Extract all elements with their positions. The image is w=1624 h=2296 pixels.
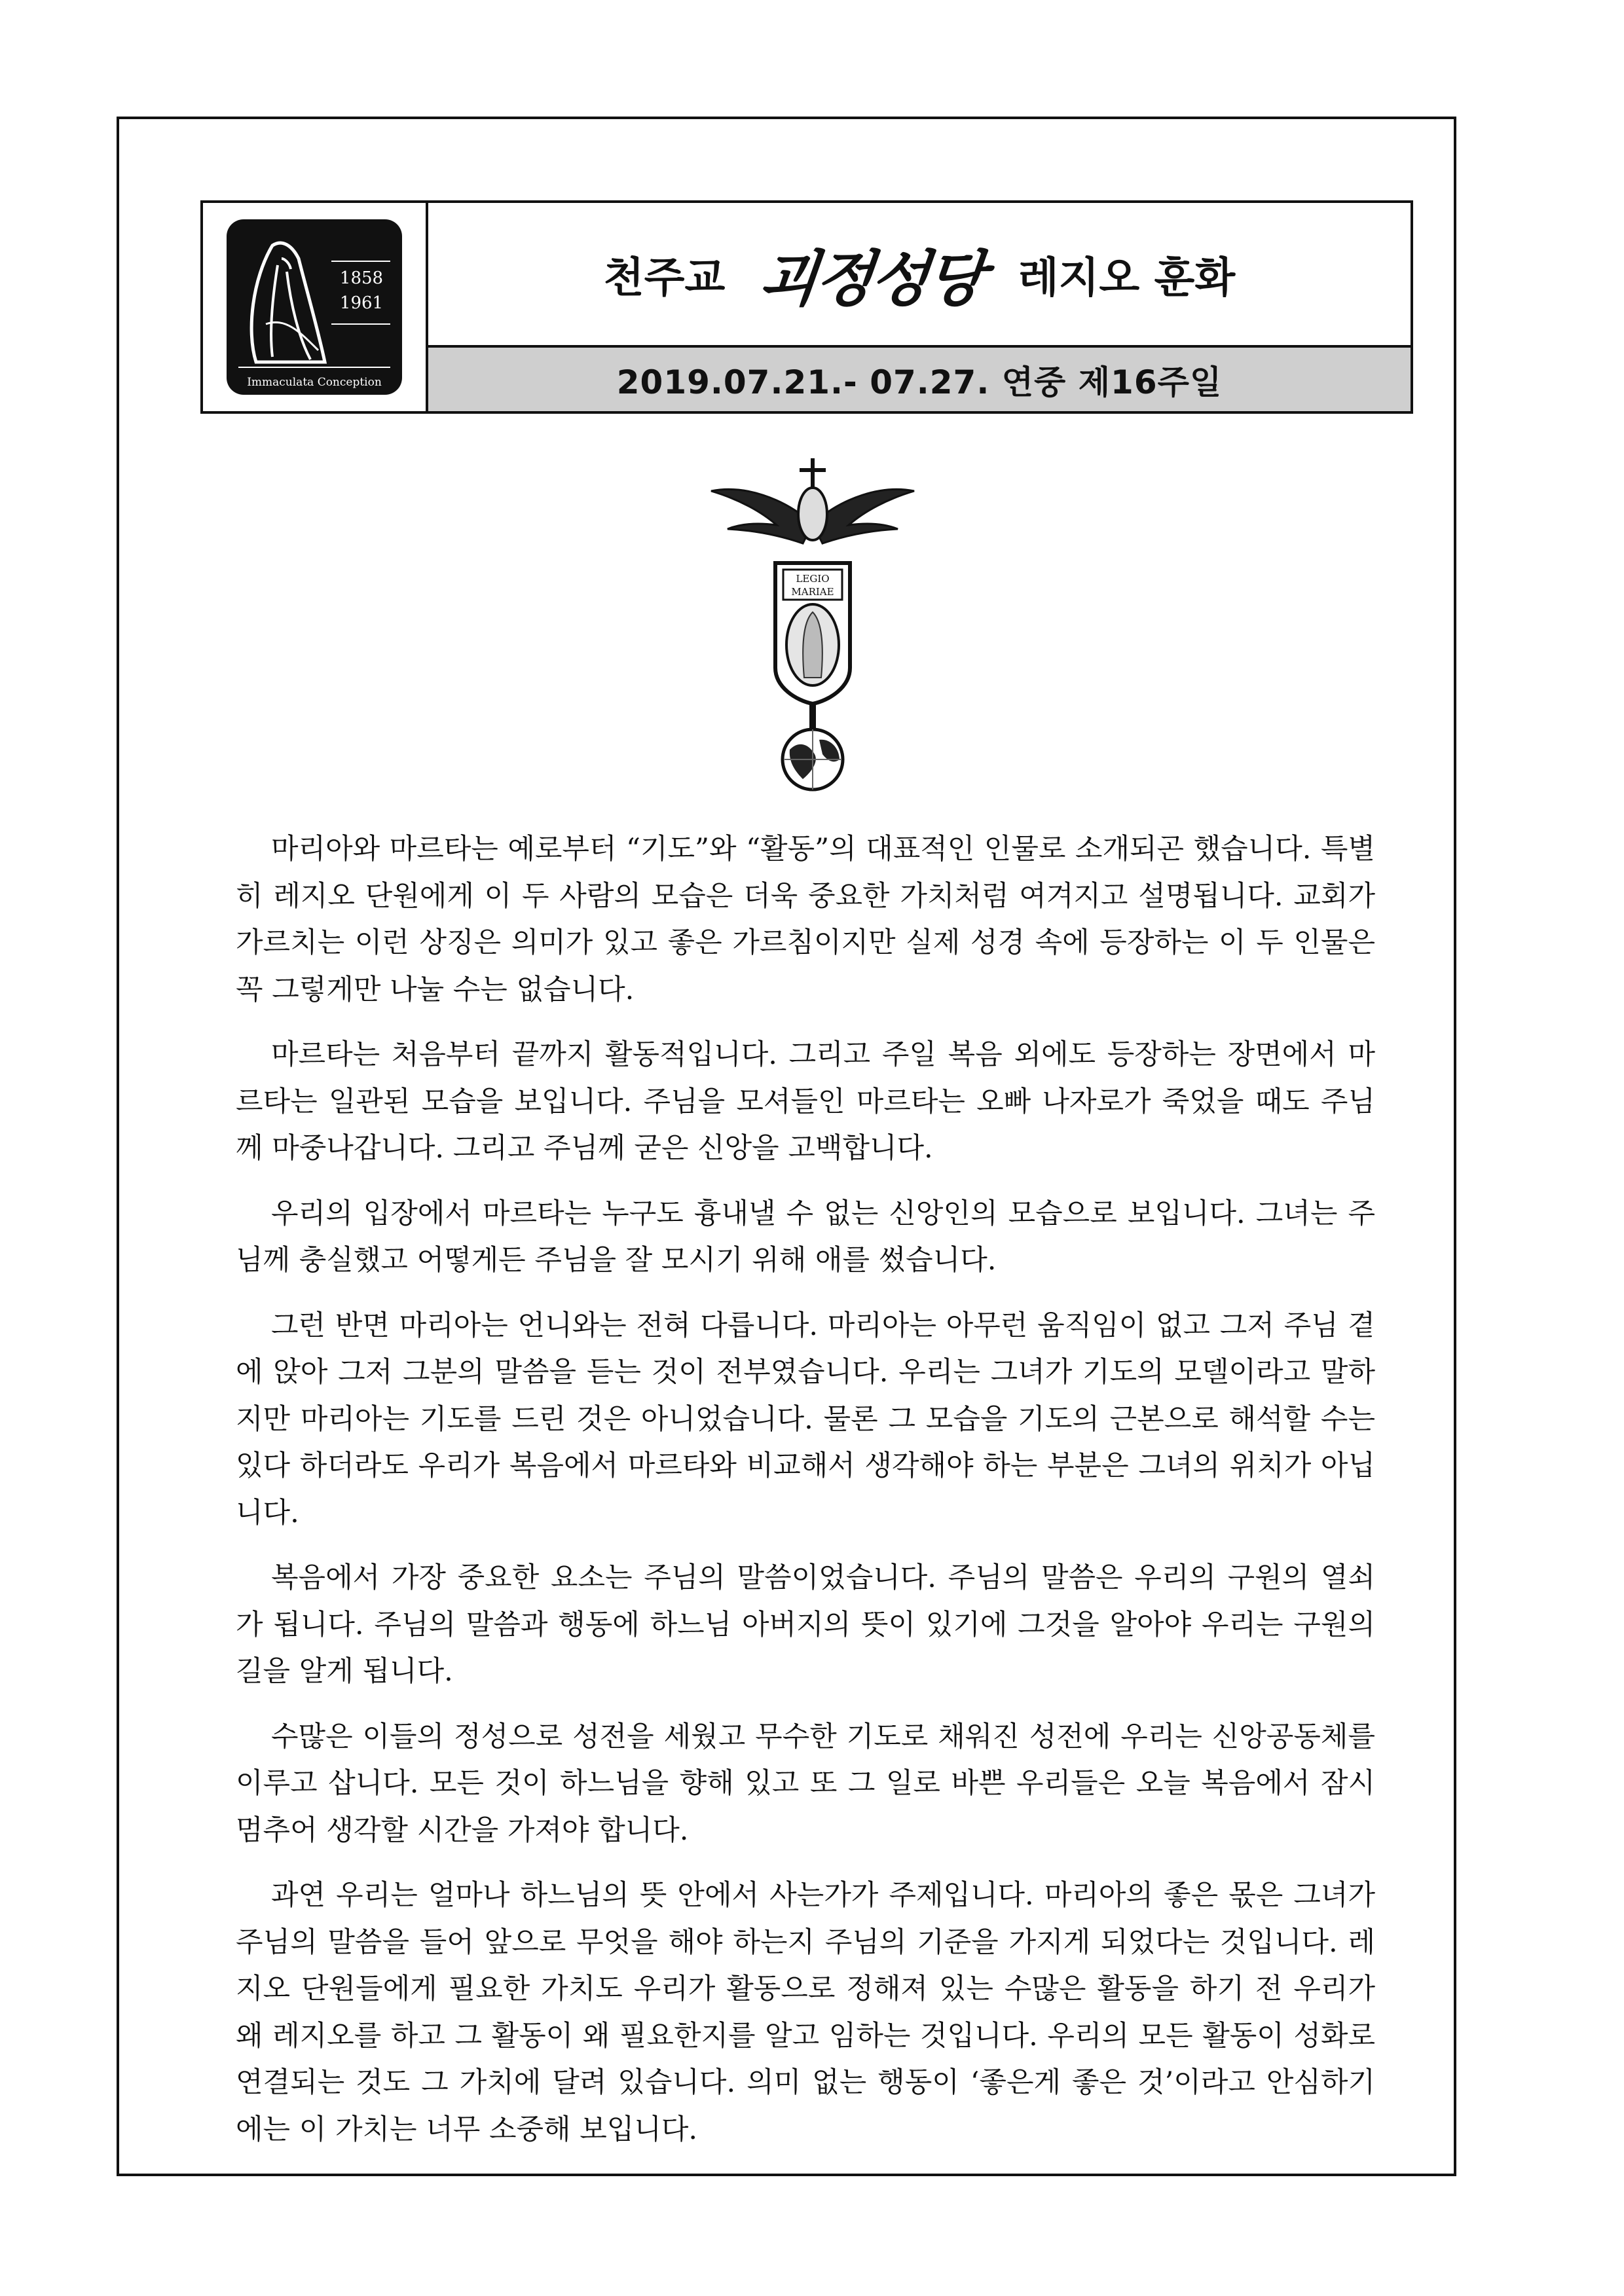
body-text xyxy=(236,826,1375,2172)
paragraph: 그런 반면 마리아는 언니와는 전혀 다릅니다. 마리아는 아무런 움직임이 없고 그저 주님 곁에 앉아 그저 그분의 말씀을 듣는 것이 전부였습니다. 우리는 그녀가 기도의 모델이라고 말하지만 마리아는 기도를 드린 것은 아니었습니다. 물론 그 모습을 기도의 근본으로 해석할 수는 있다 하더라도 우리가 복음에서 마르타와 비교해서 생각해야 하는 부분은 그녀의 위치가 아닙니다. xyxy=(236,1309,1375,1529)
logo-year-start: 1858 xyxy=(339,268,384,288)
logo-caption: Immaculata Conception xyxy=(247,376,382,389)
title-cell xyxy=(428,203,1411,411)
page-title xyxy=(428,203,1411,345)
paragraph: 수많은 이들의 정성으로 성전을 세웠고 무수한 기도로 채워진 성전에 우리는 신앙공동체를 이루고 삽니다. 모든 것이 하느님을 향해 있고 또 그 일로 바쁜 우리들은 오늘 복음에서 잠시 멈추어 생각할 시간을 가져야 합니다. xyxy=(236,1720,1375,1847)
logo-year-end: 1961 xyxy=(339,293,384,313)
title-church-name: 괴정성당 xyxy=(756,243,986,314)
emblem-text-legio: LEGIO xyxy=(796,573,830,585)
logo-cell xyxy=(203,203,428,411)
paragraph: 마르타는 처음부터 끝까지 활동적입니다. 그리고 주일 복음 외에도 등장하는 장면에서 마르타는 일관된 모습을 보입니다. 주님을 모셔들인 마르타는 오빠 나자로가 죽었을 때도 주님께 마중나갑니다. 그리고 주님께 굳은 신앙을 고백합니다. xyxy=(236,1038,1375,1165)
paragraph: 복음에서 가장 중요한 요소는 주님의 말씀이었습니다. 주님의 말씀은 우리의 구원의 열쇠가 됩니다. 주님의 말씀과 행동에 하느님 아버지의 뜻이 있기에 그것을 알아야 우리는 구원의 길을 알게 됩니다. xyxy=(236,1561,1375,1688)
madonna-icon xyxy=(227,219,402,395)
title-suffix: 레지오 훈화 xyxy=(1018,253,1236,302)
title-prefix: 천주교 xyxy=(603,253,726,302)
date-line: 2019.07.21.- 07.27. 연중 제16주일 xyxy=(428,345,1411,411)
parish-logo xyxy=(227,219,402,395)
paragraph: 우리의 입장에서 마르타는 누구도 흉내낼 수 없는 신앙인의 모습으로 보입니다. 그녀는 주님께 충실했고 어떻게든 주님을 잘 모시기 위해 애를 썼습니다. xyxy=(236,1197,1375,1277)
emblem-text-mariae: MARIAE xyxy=(791,586,834,598)
legio-mariae-vexillum-icon xyxy=(705,452,921,792)
header-box xyxy=(200,200,1413,414)
paragraph: 마리아와 마르타는 예로부터 “기도”와 “활동”의 대표적인 인물로 소개되곤 했습니다. 특별히 레지오 단원에게 이 두 사람의 모습은 더욱 중요한 가치처럼 여겨지고 설명됩니다. 교회가 가르치는 이런 상징은 의미가 있고 좋은 가르침이지만 실제 성경 속에 등장하는 이 두 인물은 꼭 그렇게만 나눌 수는 없습니다. xyxy=(236,833,1375,1006)
paragraph: 과연 우리는 얼마나 하느님의 뜻 안에서 사는가가 주제입니다. 마리아의 좋은 몫은 그녀가 주님의 말씀을 들어 앞으로 무엇을 해야 하는지 주님의 기준을 가지게 되었다는 것입니다. 레지오 단원들에게 필요한 가치도 우리가 활동으로 정해져 있는 수많은 활동을 하기 전 우리가 왜 레지오를 하고 그 활동이 왜 필요한지를 알고 임하는 것입니다. 우리의 모든 활동이 성화로 연결되는 것도 그 가치에 달려 있습니다. 의미 없는 행동이 ‘좋은게 좋은 것’이라고 안심하기에는 이 가치는 너무 소중해 보입니다. xyxy=(236,1879,1375,2146)
